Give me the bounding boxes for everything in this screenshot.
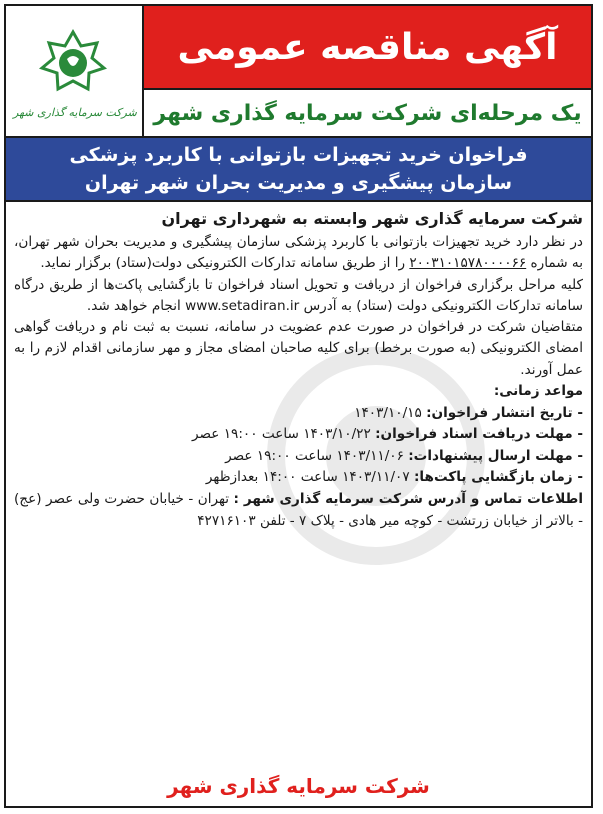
tehran-municipality-logo-icon	[36, 26, 110, 100]
contact-label: اطلاعات تماس و آدرس شرکت سرمایه گذاری شهر :	[233, 491, 583, 508]
footer-signature: شرکت سرمایه گذاری شهر	[167, 774, 430, 798]
title-banner	[144, 6, 591, 88]
contact-info	[14, 489, 583, 532]
contact-address: تهران - خیابان حضرت ولی عصر (عج) - بالاتر از خیابان زرتشت - کوچه میر هادی - پلاک ۷ - تلفن ۴۲۷۱۶۱۰۳	[14, 491, 583, 529]
company-heading: شرکت سرمایه گذاری شهر وابسته به شهرداری تهران	[161, 209, 583, 228]
paragraph-1	[14, 232, 583, 275]
schedule-item-value: ۱۴۰۳/۱۰/۲۲ ساعت ۱۹:۰۰ عصر	[192, 426, 376, 443]
paragraph-1-end: را از طریق سامانه تدارکات الکترونیکی دولت(ستاد) برگزار نماید.	[40, 255, 410, 272]
schedule-item	[14, 446, 583, 468]
notice-title: آگهی مناقصه عمومی	[177, 26, 558, 68]
paragraph-2-end: انجام خواهد شد.	[86, 297, 186, 314]
schedule	[14, 381, 583, 532]
schedule-item-value: ۱۴۰۳/۱۰/۱۵	[354, 404, 427, 421]
paragraph-2-start: کلیه مراحل برگزاری فراخوان از دریافت و تحویل اسناد فراخوان تا بازگشایی پاکت‌ها از طریق درگاه سامانه تدارکات الکترونیکی دولت (ستاد) به آدرس	[14, 276, 583, 314]
schedule-item-value: ۱۴۰۳/۱۱/۰۶ ساعت ۱۹:۰۰ عصر	[225, 447, 409, 464]
schedule-item-label: - تاریخ انتشار فراخوان:	[426, 404, 583, 421]
call-banner-line2: سازمان پیشگیری و مدیریت بحران شهر تهران	[84, 172, 513, 194]
schedule-item-label: - مهلت دریافت اسناد فراخوان:	[375, 426, 583, 443]
logo-caption: شرکت سرمایه گذاری شهر	[13, 106, 137, 119]
subtitle-banner	[144, 88, 591, 136]
call-banner	[6, 136, 591, 202]
paragraph-1-start: در نظر دارد خرید تجهیزات بازتوانی با کاربرد پزشکی سازمان پیشگیری و مدیریت بحران شهر تهران، به شماره	[14, 234, 583, 272]
notice-frame	[4, 4, 593, 808]
schedule-item-label: - مهلت ارسال پیشنهادات:	[408, 447, 583, 464]
schedule-item-value: ۱۴۰۳/۱۱/۰۷ ساعت ۱۴:۰۰ بعدازظهر	[205, 469, 414, 486]
call-banner-line1: فراخوان خرید تجهیزات بازتوانی با کاربرد پزشکی	[69, 144, 528, 166]
schedule-item-label: - زمان بازگشایی پاکت‌ها:	[414, 469, 583, 486]
schedule-item	[14, 424, 583, 446]
website-link[interactable]: www.setadiran.ir	[185, 297, 300, 314]
header	[6, 6, 591, 136]
paragraph-2	[14, 275, 583, 318]
tender-number: ۲۰۰۳۱۰۱۵۷۸۰۰۰۰۶۶	[409, 255, 527, 272]
notice-body	[14, 206, 583, 762]
notice-subtitle: یک مرحله‌ای شرکت سرمایه گذاری شهر	[153, 100, 582, 126]
paragraph-3: متقاضیان شرکت در فراخوان در صورت عدم عضویت در سامانه، نسبت به ثبت نام و دریافت گواهی امضای الکترونیکی (به صورت برخط) برای کلیه صاحبان امضای مجاز و مهر سازمانی اقدام لازم را به عمل آورند.	[14, 319, 583, 378]
schedule-item	[14, 403, 583, 425]
schedule-heading: مواعد زمانی:	[493, 383, 583, 400]
logo-box	[6, 6, 144, 136]
schedule-item	[14, 467, 583, 489]
